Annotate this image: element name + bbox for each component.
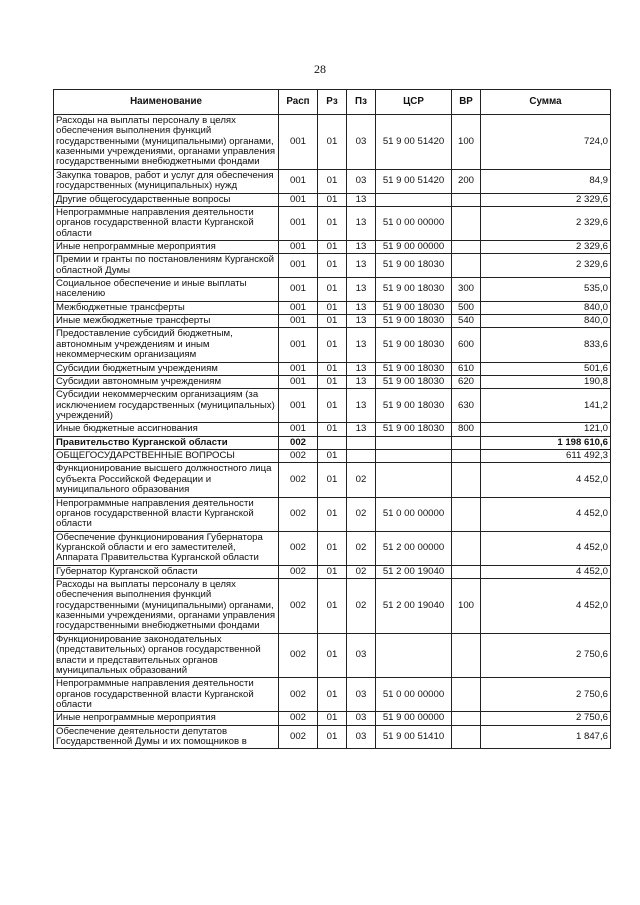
cell-vr [452, 206, 481, 240]
table-row [54, 240, 611, 253]
cell-rasp: 002 [279, 725, 318, 749]
cell-pz: 13 [347, 375, 376, 388]
cell-sum: 840,0 [481, 315, 611, 328]
cell-rz: 01 [318, 240, 347, 253]
cell-vr: 540 [452, 315, 481, 328]
table-row [54, 301, 611, 314]
cell-name: Обеспечение деятельности депутатов Государственной Думы и их помощников в [54, 725, 279, 749]
header-rz: Рз [318, 90, 347, 115]
cell-csr: 51 9 00 18030 [376, 301, 452, 314]
cell-csr: 51 2 00 19040 [376, 565, 452, 578]
cell-csr: 51 9 00 51420 [376, 169, 452, 193]
cell-csr [376, 193, 452, 206]
cell-rz: 01 [318, 678, 347, 712]
cell-pz: 03 [347, 633, 376, 677]
cell-csr: 51 9 00 18030 [376, 278, 452, 302]
cell-rasp: 001 [279, 301, 318, 314]
cell-sum: 535,0 [481, 278, 611, 302]
cell-rasp: 001 [279, 115, 318, 170]
cell-name: Функционирование высшего должностного лица субъекта Российской Федерации и муниципального образования [54, 463, 279, 497]
table-header-row [54, 90, 611, 115]
cell-vr [452, 678, 481, 712]
cell-sum: 840,0 [481, 301, 611, 314]
cell-rz [318, 436, 347, 449]
table-row [54, 254, 611, 278]
cell-vr [452, 193, 481, 206]
cell-rz: 01 [318, 169, 347, 193]
cell-vr: 300 [452, 278, 481, 302]
cell-pz: 13 [347, 389, 376, 423]
cell-sum: 2 750,6 [481, 633, 611, 677]
cell-csr [376, 633, 452, 677]
cell-name: Непрограммные направления деятельности органов государственной власти Курганской области [54, 497, 279, 531]
cell-pz: 03 [347, 712, 376, 725]
budget-table [53, 89, 611, 749]
cell-sum: 2 329,6 [481, 193, 611, 206]
cell-name: Непрограммные направления деятельности органов государственной власти Курганской области [54, 206, 279, 240]
cell-pz: 13 [347, 278, 376, 302]
cell-sum: 4 452,0 [481, 579, 611, 634]
cell-sum: 190,8 [481, 375, 611, 388]
table-row [54, 436, 611, 449]
cell-rasp: 001 [279, 169, 318, 193]
cell-pz: 13 [347, 193, 376, 206]
cell-name: Иные бюджетные ассигнования [54, 423, 279, 436]
cell-csr: 51 9 00 18030 [376, 423, 452, 436]
cell-sum: 121,0 [481, 423, 611, 436]
cell-name: Премии и гранты по постановлениям Курганской областной Думы [54, 254, 279, 278]
cell-vr: 100 [452, 115, 481, 170]
cell-rasp: 001 [279, 423, 318, 436]
header-pz: Пз [347, 90, 376, 115]
cell-sum: 1 198 610,6 [481, 436, 611, 449]
cell-rz: 01 [318, 362, 347, 375]
cell-name: Иные непрограммные мероприятия [54, 712, 279, 725]
cell-rasp: 001 [279, 362, 318, 375]
table-row [54, 389, 611, 423]
cell-pz: 03 [347, 115, 376, 170]
cell-name: Иные непрограммные мероприятия [54, 240, 279, 253]
cell-rasp: 002 [279, 678, 318, 712]
cell-rz: 01 [318, 389, 347, 423]
cell-csr: 51 0 00 00000 [376, 678, 452, 712]
cell-rz: 01 [318, 497, 347, 531]
cell-name: Расходы на выплаты персоналу в целях обеспечения выполнения функций государственными (муниципальными) органами, казенными учреждениями, органами управления государственными внебюджетными фондами [54, 115, 279, 170]
cell-vr: 500 [452, 301, 481, 314]
cell-csr: 51 9 00 00000 [376, 712, 452, 725]
cell-rasp: 002 [279, 497, 318, 531]
cell-rasp: 002 [279, 579, 318, 634]
cell-rasp: 002 [279, 565, 318, 578]
cell-pz: 13 [347, 254, 376, 278]
cell-csr: 51 2 00 19040 [376, 579, 452, 634]
cell-rz: 01 [318, 278, 347, 302]
cell-pz: 02 [347, 579, 376, 634]
cell-pz: 03 [347, 678, 376, 712]
table-row [54, 565, 611, 578]
cell-vr [452, 712, 481, 725]
cell-pz: 13 [347, 206, 376, 240]
cell-sum: 2 750,6 [481, 712, 611, 725]
cell-rz: 01 [318, 531, 347, 565]
cell-vr: 610 [452, 362, 481, 375]
cell-rz: 01 [318, 301, 347, 314]
cell-csr: 51 9 00 51410 [376, 725, 452, 749]
cell-sum: 84,9 [481, 169, 611, 193]
table-row [54, 278, 611, 302]
cell-rz: 01 [318, 565, 347, 578]
cell-sum: 4 452,0 [481, 497, 611, 531]
cell-vr [452, 254, 481, 278]
cell-sum: 2 750,6 [481, 678, 611, 712]
cell-vr [452, 450, 481, 463]
cell-rz: 01 [318, 712, 347, 725]
table-row [54, 633, 611, 677]
cell-pz: 02 [347, 531, 376, 565]
cell-csr: 51 0 00 00000 [376, 206, 452, 240]
cell-sum: 4 452,0 [481, 565, 611, 578]
cell-rz: 01 [318, 206, 347, 240]
cell-rasp: 002 [279, 531, 318, 565]
cell-rasp: 001 [279, 278, 318, 302]
cell-pz [347, 436, 376, 449]
cell-pz: 02 [347, 463, 376, 497]
cell-csr: 51 9 00 18030 [376, 362, 452, 375]
cell-name: Иные межбюджетные трансферты [54, 315, 279, 328]
cell-rasp: 001 [279, 206, 318, 240]
cell-rasp: 001 [279, 375, 318, 388]
table-row [54, 206, 611, 240]
cell-sum: 141,2 [481, 389, 611, 423]
table-row [54, 463, 611, 497]
cell-sum: 1 847,6 [481, 725, 611, 749]
cell-csr: 51 9 00 18030 [376, 328, 452, 362]
cell-vr: 620 [452, 375, 481, 388]
cell-name: Другие общегосударственные вопросы [54, 193, 279, 206]
cell-vr [452, 497, 481, 531]
cell-name: Социальное обеспечение и иные выплаты населению [54, 278, 279, 302]
cell-name: Правительство Курганской области [54, 436, 279, 449]
table-row [54, 450, 611, 463]
cell-name: Субсидии автономным учреждениям [54, 375, 279, 388]
cell-pz: 02 [347, 497, 376, 531]
cell-rasp: 002 [279, 712, 318, 725]
table-row [54, 531, 611, 565]
cell-csr [376, 436, 452, 449]
table-row [54, 193, 611, 206]
table-row [54, 362, 611, 375]
cell-csr: 51 9 00 51420 [376, 115, 452, 170]
cell-sum: 501,6 [481, 362, 611, 375]
cell-name: ОБЩЕГОСУДАРСТВЕННЫЕ ВОПРОСЫ [54, 450, 279, 463]
cell-pz: 13 [347, 328, 376, 362]
table-row [54, 497, 611, 531]
cell-rz: 01 [318, 463, 347, 497]
cell-sum: 611 492,3 [481, 450, 611, 463]
table-row [54, 328, 611, 362]
cell-pz: 02 [347, 565, 376, 578]
cell-rasp: 002 [279, 463, 318, 497]
header-vr: ВР [452, 90, 481, 115]
cell-pz: 03 [347, 725, 376, 749]
cell-rasp: 001 [279, 240, 318, 253]
table-row [54, 423, 611, 436]
cell-sum: 2 329,6 [481, 240, 611, 253]
cell-rz: 01 [318, 115, 347, 170]
cell-pz: 13 [347, 423, 376, 436]
cell-sum: 4 452,0 [481, 531, 611, 565]
cell-name: Субсидии некоммерческим организациям (за исключением государственных (муниципальных) учреждений) [54, 389, 279, 423]
cell-vr: 800 [452, 423, 481, 436]
header-sum: Сумма [481, 90, 611, 115]
table-row [54, 678, 611, 712]
cell-name: Функционирование законодательных (представительных) органов государственной власти и представительных органов муниципальных образований [54, 633, 279, 677]
cell-pz [347, 450, 376, 463]
cell-rasp: 002 [279, 633, 318, 677]
cell-rasp: 001 [279, 328, 318, 362]
cell-name: Обеспечение функционирования Губернатора Курганской области и его заместителей, Аппарата Правительства Курганской области [54, 531, 279, 565]
cell-rz: 01 [318, 254, 347, 278]
cell-vr [452, 725, 481, 749]
cell-name: Губернатор Курганской области [54, 565, 279, 578]
cell-rasp: 002 [279, 436, 318, 449]
cell-csr: 51 9 00 18030 [376, 389, 452, 423]
cell-rasp: 001 [279, 193, 318, 206]
cell-csr: 51 0 00 00000 [376, 497, 452, 531]
cell-csr [376, 450, 452, 463]
cell-name: Предоставление субсидий бюджетным, автономным учреждениям и иным некоммерческим организациям [54, 328, 279, 362]
cell-csr: 51 9 00 18030 [376, 254, 452, 278]
header-name: Наименование [54, 90, 279, 115]
table-row [54, 115, 611, 170]
cell-csr: 51 9 00 18030 [376, 375, 452, 388]
table-row [54, 712, 611, 725]
cell-name: Закупка товаров, работ и услуг для обеспечения государственных (муниципальных) нужд [54, 169, 279, 193]
cell-vr [452, 436, 481, 449]
cell-rasp: 001 [279, 254, 318, 278]
cell-name: Субсидии бюджетным учреждениям [54, 362, 279, 375]
cell-sum: 4 452,0 [481, 463, 611, 497]
cell-vr: 600 [452, 328, 481, 362]
cell-vr [452, 633, 481, 677]
cell-pz: 13 [347, 315, 376, 328]
cell-sum: 724,0 [481, 115, 611, 170]
cell-vr: 630 [452, 389, 481, 423]
cell-rz: 01 [318, 450, 347, 463]
header-rasp: Расп [279, 90, 318, 115]
cell-pz: 13 [347, 240, 376, 253]
table-row [54, 579, 611, 634]
cell-name: Расходы на выплаты персоналу в целях обеспечения выполнения функций государственными (муниципальными) органами, казенными учреждениями, органами управления государственными внебюджетными фондами [54, 579, 279, 634]
cell-sum: 2 329,6 [481, 206, 611, 240]
cell-name: Непрограммные направления деятельности органов государственной власти Курганской области [54, 678, 279, 712]
cell-rasp: 001 [279, 315, 318, 328]
cell-rz: 01 [318, 328, 347, 362]
cell-vr: 100 [452, 579, 481, 634]
cell-rasp: 001 [279, 389, 318, 423]
cell-rasp: 002 [279, 450, 318, 463]
cell-csr: 51 9 00 00000 [376, 240, 452, 253]
cell-rz: 01 [318, 579, 347, 634]
cell-csr: 51 9 00 18030 [376, 315, 452, 328]
cell-sum: 833,6 [481, 328, 611, 362]
table-row [54, 725, 611, 749]
cell-vr [452, 463, 481, 497]
cell-csr: 51 2 00 00000 [376, 531, 452, 565]
table-row [54, 315, 611, 328]
cell-rz: 01 [318, 633, 347, 677]
cell-rz: 01 [318, 725, 347, 749]
page-number: 28 [314, 62, 326, 76]
cell-vr [452, 565, 481, 578]
cell-vr [452, 240, 481, 253]
cell-rz: 01 [318, 315, 347, 328]
cell-rz: 01 [318, 423, 347, 436]
cell-vr: 200 [452, 169, 481, 193]
table-row [54, 169, 611, 193]
cell-csr [376, 463, 452, 497]
cell-pz: 13 [347, 301, 376, 314]
table-row [54, 375, 611, 388]
cell-name: Межбюджетные трансферты [54, 301, 279, 314]
cell-vr [452, 531, 481, 565]
cell-rz: 01 [318, 375, 347, 388]
cell-sum: 2 329,6 [481, 254, 611, 278]
cell-rz: 01 [318, 193, 347, 206]
cell-pz: 13 [347, 362, 376, 375]
cell-pz: 03 [347, 169, 376, 193]
header-csr: ЦСР [376, 90, 452, 115]
